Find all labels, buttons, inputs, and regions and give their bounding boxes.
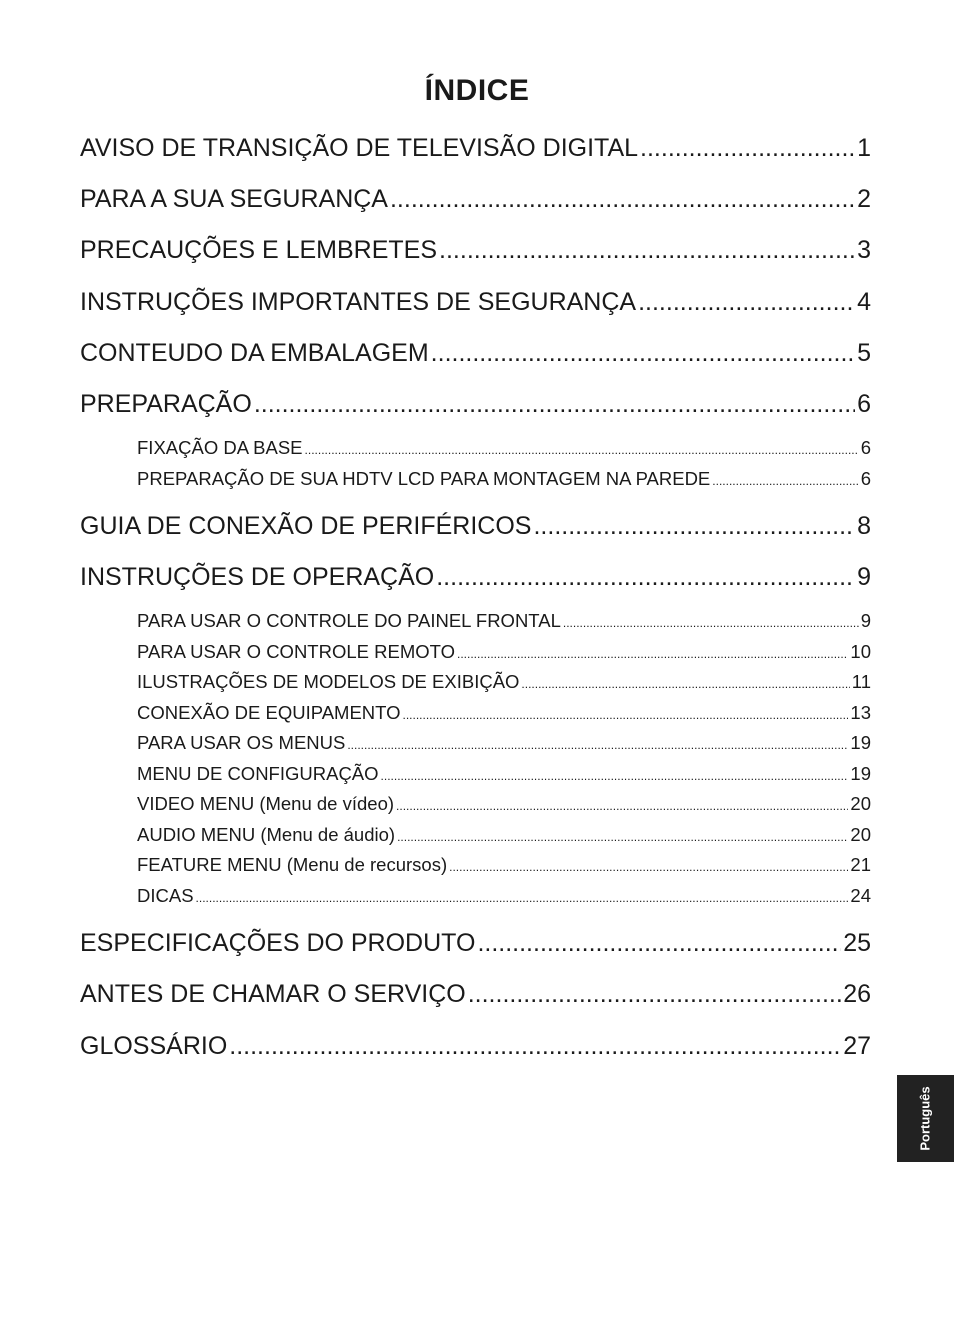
toc-entry-label: PREPARAÇÃO (80, 390, 252, 418)
toc-subentry[interactable] (137, 852, 871, 878)
dot-leader (305, 437, 859, 461)
toc-entry-label: ILUSTRAÇÕES DE MODELOS DE EXIBIÇÃO (137, 671, 520, 692)
toc-entry-page: 2 (857, 185, 871, 213)
toc-entry-page: 4 (857, 288, 871, 316)
toc-entry[interactable] (80, 285, 871, 319)
dot-leader (638, 285, 855, 319)
toc-entry-label: FEATURE MENU (Menu de recursos) (137, 854, 448, 875)
toc-entry[interactable] (80, 560, 871, 594)
toc-entry-page: 13 (850, 702, 871, 723)
dot-leader (431, 336, 855, 370)
toc-entry[interactable] (80, 336, 871, 370)
dot-leader (381, 763, 849, 787)
toc-entry-page: 19 (850, 763, 871, 784)
toc-entry-label: PARA USAR O CONTROLE REMOTO (137, 641, 455, 662)
toc-subentry[interactable] (137, 883, 871, 909)
dot-leader (477, 926, 841, 960)
toc-subentry[interactable] (137, 730, 871, 756)
toc-entry-label: INSTRUÇÕES IMPORTANTES DE SEGURANÇA (80, 288, 637, 316)
dot-leader (533, 509, 855, 543)
toc-entry-page: 20 (850, 824, 871, 845)
dot-leader (254, 387, 855, 421)
toc-entry-page: 1 (857, 134, 871, 162)
toc-entry[interactable] (80, 977, 871, 1011)
toc-subentry[interactable] (137, 761, 871, 787)
toc-entry-page: 6 (860, 437, 871, 458)
toc-entry-label: INSTRUÇÕES DE OPERAÇÃO (80, 563, 435, 591)
toc-entry[interactable] (80, 926, 871, 960)
toc-entry-label: FIXAÇÃO DA BASE (137, 437, 303, 458)
toc-entry-label: VIDEO MENU (Menu de vídeo) (137, 793, 395, 814)
toc-entry[interactable] (80, 131, 871, 165)
toc-entry-label: AUDIO MENU (Menu de áudio) (137, 824, 396, 845)
toc-entry[interactable] (80, 509, 871, 543)
toc-entry-label: AVISO DE TRANSIÇÃO DE TELEVISÃO DIGITAL (80, 134, 639, 162)
dot-leader (449, 854, 848, 878)
dot-leader (397, 824, 848, 848)
toc-entry-page: 21 (850, 854, 871, 875)
page-title: ÍNDICE (424, 74, 530, 107)
toc-entry-page: 6 (857, 390, 871, 418)
toc-entry-page: 20 (850, 793, 871, 814)
toc-subentry[interactable] (137, 700, 871, 726)
toc-entry-label: ESPECIFICAÇÕES DO PRODUTO (80, 929, 476, 957)
toc-entry-page: 11 (851, 671, 871, 692)
toc-subentry[interactable] (137, 669, 871, 695)
toc-entry-page: 5 (857, 339, 871, 367)
language-tab (897, 1075, 954, 1162)
toc-entry-page: 3 (857, 236, 871, 264)
toc-entry[interactable] (80, 182, 871, 216)
dot-leader (196, 885, 849, 909)
dot-leader (521, 671, 849, 695)
toc-entry-label: GLOSSÁRIO (80, 1032, 228, 1060)
dot-leader (396, 793, 848, 817)
toc-entry-label: PARA USAR O CONTROLE DO PAINEL FRONTAL (137, 610, 561, 631)
toc-entry-label: PARA USAR OS MENUS (137, 732, 346, 753)
dot-leader (403, 702, 849, 726)
toc-subentry[interactable] (137, 435, 871, 461)
toc-subentry[interactable] (137, 791, 871, 817)
toc-entry-page: 9 (857, 563, 871, 591)
toc-entry-label: MENU DE CONFIGURAÇÃO (137, 763, 379, 784)
toc-entry-page: 9 (860, 610, 871, 631)
toc-subentry[interactable] (137, 639, 871, 665)
toc-entry-label: PARA A SUA SEGURANÇA (80, 185, 388, 213)
dot-leader (439, 233, 855, 267)
toc-entry-page: 24 (850, 885, 871, 906)
toc-entry-label: CONTEUDO DA EMBALAGEM (80, 339, 429, 367)
toc-entry-label: PRECAUÇÕES E LEMBRETES (80, 236, 438, 264)
dot-leader (390, 182, 855, 216)
dot-leader (640, 131, 855, 165)
dot-leader (229, 1029, 841, 1063)
toc-entry-label: GUIA DE CONEXÃO DE PERIFÉRICOS (80, 512, 532, 540)
dot-leader (712, 468, 858, 492)
toc-entry-page: 8 (857, 512, 871, 540)
dot-leader (457, 641, 848, 665)
toc-entry-label: DICAS (137, 885, 194, 906)
toc-subentry[interactable] (137, 466, 871, 492)
toc-entry-page: 19 (850, 732, 871, 753)
dot-leader (563, 610, 859, 634)
toc-entry-page: 6 (860, 468, 871, 489)
dot-leader (347, 732, 848, 756)
toc-entry-page: 10 (850, 641, 871, 662)
toc-entry[interactable] (80, 233, 871, 267)
toc-entry-page: 25 (843, 929, 871, 957)
toc-entry-label: CONEXÃO DE EQUIPAMENTO (137, 702, 401, 723)
toc-subentry[interactable] (137, 608, 871, 634)
toc-entry[interactable] (80, 387, 871, 421)
toc-entry-page: 27 (843, 1032, 871, 1060)
toc-entry-label: ANTES DE CHAMAR O SERVIÇO (80, 980, 466, 1008)
language-tab-label: Português (918, 1086, 934, 1151)
dot-leader (436, 560, 855, 594)
toc-subentry[interactable] (137, 822, 871, 848)
toc-entry-page: 26 (843, 980, 871, 1008)
dot-leader (468, 977, 841, 1011)
toc-entry-label: PREPARAÇÃO DE SUA HDTV LCD PARA MONTAGEM NA PAREDE (137, 468, 711, 489)
toc-entry[interactable] (80, 1029, 871, 1063)
